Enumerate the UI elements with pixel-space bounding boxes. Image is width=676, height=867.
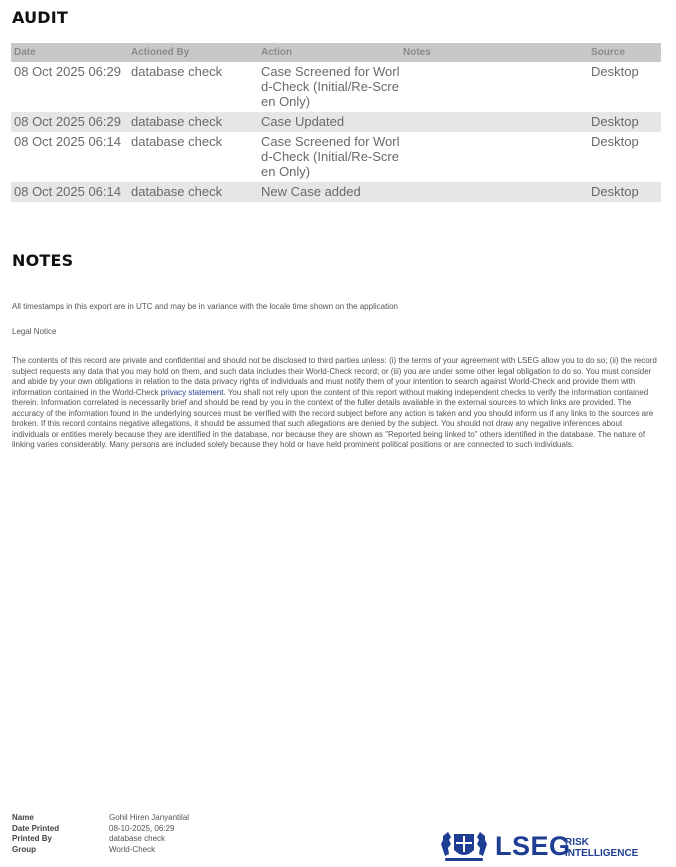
cell-action: Case Updated bbox=[258, 112, 400, 132]
cell-date: 08 Oct 2025 06:29 bbox=[14, 64, 121, 79]
table-row bbox=[11, 182, 661, 202]
logo-brand-text: LSEG bbox=[495, 831, 571, 861]
lseg-logo bbox=[439, 830, 659, 864]
cell-date: 08 Oct 2025 06:29 bbox=[11, 112, 128, 132]
group-label: Group bbox=[12, 844, 36, 854]
logo-tagline-line-2: INTELLIGENCE bbox=[565, 848, 639, 859]
cell-actioned-by: database check bbox=[131, 134, 223, 149]
print-metadata bbox=[12, 813, 189, 855]
cell-date: 08 Oct 2025 06:14 bbox=[11, 182, 128, 202]
meta-row-date bbox=[12, 824, 189, 835]
table-row bbox=[11, 112, 661, 132]
cell-notes bbox=[400, 112, 588, 132]
crest-icon bbox=[439, 830, 489, 864]
audit-heading: AUDIT bbox=[12, 8, 69, 27]
legal-notice-heading: Legal Notice bbox=[12, 327, 57, 336]
logo-tagline-line-1: RISK bbox=[565, 837, 589, 848]
printed-by-label: Printed By bbox=[12, 834, 53, 843]
logo-tagline bbox=[565, 837, 638, 859]
date-printed-value: 08-10-2025, 06:29 bbox=[109, 823, 175, 833]
cell-source: Desktop bbox=[591, 64, 639, 79]
cell-actioned-by: database check bbox=[128, 112, 258, 132]
legal-text-part-1: The contents of this record are private and confidential and should not be disclosed to third parties unless: (i) the terms of your agreement with LSEG allow you to do so; (ii) the record subject requests any data that you may hold on them, and such data includes their World-Check record; or (iii) you are under some other legal obligation to do so. You must consider and abide by your own obligations in relation to the data privacy rights of individuals and must notify them of your intention to search against World-Check and provide them with information contained in the World-Check bbox=[12, 356, 657, 397]
table-row bbox=[11, 132, 661, 182]
legal-notice-body bbox=[12, 356, 657, 451]
name-label: Name bbox=[12, 813, 34, 822]
audit-header-row bbox=[11, 43, 661, 62]
cell-actioned-by: database check bbox=[131, 64, 223, 79]
cell-actioned-by: database check bbox=[128, 182, 258, 202]
group-value: World-Check bbox=[109, 844, 156, 854]
column-header-notes: Notes bbox=[400, 43, 588, 62]
printed-by-value: database check bbox=[109, 834, 166, 843]
cell-source: Desktop bbox=[588, 182, 661, 202]
cell-notes bbox=[400, 182, 588, 202]
column-header-actioned-by: Actioned By bbox=[128, 43, 258, 62]
cell-source: Desktop bbox=[588, 112, 661, 132]
meta-row-printed-by bbox=[12, 834, 189, 845]
cell-action: Case Screened for World-Check (Initial/Re-Screen Only) bbox=[261, 134, 400, 179]
notes-heading: NOTES bbox=[12, 251, 74, 270]
timezone-note: All timestamps in this export are in UTC and may be in variance with the locale time shown on the application bbox=[12, 302, 398, 311]
cell-action: New Case added bbox=[258, 182, 400, 202]
name-value: Gohil Hiren Janyantilal bbox=[109, 813, 190, 822]
date-printed-label: Date Printed bbox=[12, 823, 60, 833]
audit-table bbox=[11, 43, 661, 202]
column-header-action: Action bbox=[258, 43, 400, 62]
privacy-statement-link[interactable]: privacy statement bbox=[160, 387, 224, 397]
legal-text-part-2: . You shall not rely upon the content of this report without making independent checks to verify the information contained therein. Information correlated is necessarily brief and should be read by you in the context of the fuller details available in the external sources to which links are provided. The accuracy of the information found in the underlying sources must be verified with the record subject before any action is taken and you should inform us if any links to the sources are broken. If this record contains negative allegations, it should be assumed that such allegations are denied by the subject. You should not draw any negative inferences about individuals or entities merely because they are identified in the database, nor because they are shown as "Reported being linked to" others identified in the database. The nature of linking varies considerably. Many persons are included solely because they hold or have held prominent political positions or are connected to such individuals. bbox=[12, 387, 654, 449]
cell-action: Case Screened for World-Check (Initial/Re-Screen Only) bbox=[261, 64, 400, 109]
table-row bbox=[11, 62, 661, 112]
cell-source: Desktop bbox=[591, 134, 639, 149]
cell-notes bbox=[400, 62, 588, 112]
column-header-date: Date bbox=[11, 43, 128, 62]
column-header-source: Source bbox=[588, 43, 661, 62]
cell-notes bbox=[400, 132, 588, 182]
meta-row-group bbox=[12, 845, 189, 856]
meta-row-name bbox=[12, 813, 189, 824]
cell-date: 08 Oct 2025 06:14 bbox=[14, 134, 121, 149]
